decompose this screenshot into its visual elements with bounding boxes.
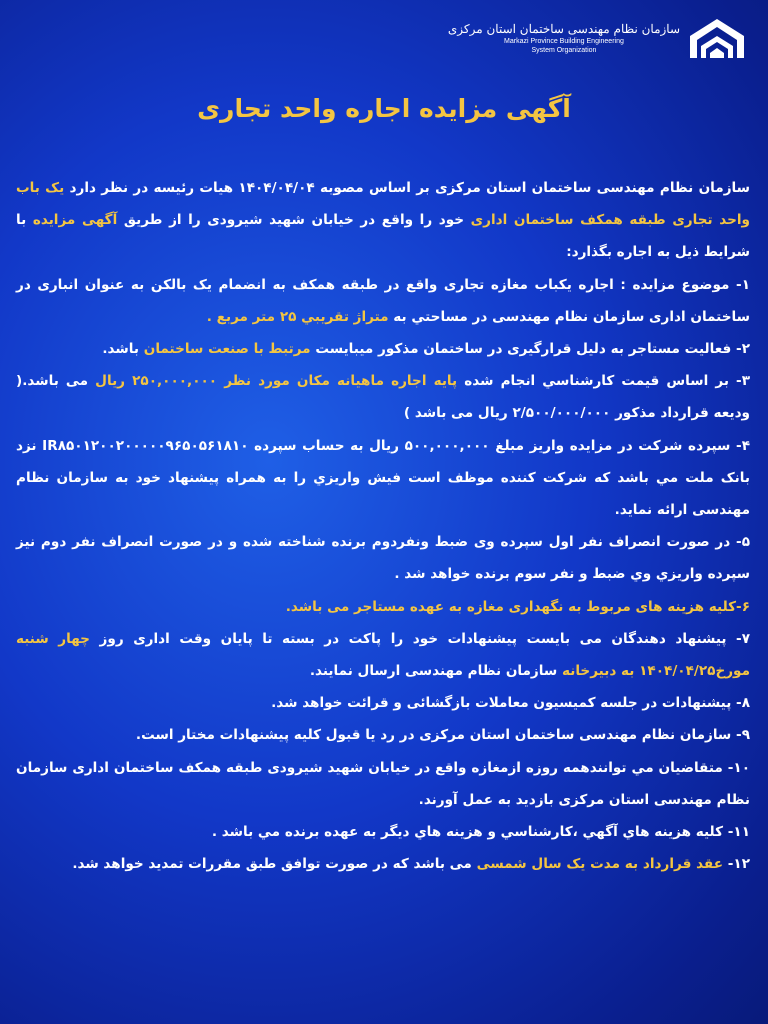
item-3 (16, 365, 750, 429)
item-5: ۵- در صورت انصراف نفر اول سپرده وی ضبط ونفردوم برنده شناخته شده و در صورت انصراف نفر دوم نیز سپرده واریزي وي ضبط و نفر سوم برنده خواهد شد . (16, 534, 750, 583)
item-7 (16, 623, 750, 687)
page-title: آگهی مزایده اجاره واحد تجاری (197, 94, 571, 123)
item-3-text: ۳- بر اساس قیمت کارشناسي انجام شده (457, 373, 751, 390)
intro-paragraph (16, 172, 750, 269)
item-12 (16, 848, 750, 880)
item-2 (16, 333, 750, 365)
item-10: ۱۰- متقاضیان مي توانندهمه روزه ازمغازه واقع در خیابان شهید شیرودی طبقه همکف ساختمان اداری سازمان نظام مهندسی استان مرکزی بازدید به عمل آورند. (16, 759, 750, 808)
item-12-end: می باشد که در صورت توافق طبق مقررات تمدید خواهد شد. (72, 856, 477, 873)
item-9: ۹- سازمان نظام مهندسی ساختمان استان مرکزی در رد یا قبول کلیه پیشنهادات مختار است. (135, 727, 750, 744)
item-12-num: ۱۲- (723, 856, 750, 873)
org-name-fa: سازمان نظام مهندسی ساختمان استان مرکزی (447, 22, 680, 36)
item-4: ۴- سپرده شرکت در مزایده واریز مبلغ ۵۰۰,۰۰۰,۰۰۰ ریال به حساب سپرده IR۸۵۰۱۲۰۰۲۰۰۰۰۰۹۶۵۰۵۶۱۸۱۰ نزد بانک ملت مي باشد که شرکت کننده موظف است فیش واریزي را به همراه پیشنهاد خود به سازمان نظام مهندسی ارائه نماید. (16, 437, 750, 519)
item-6: ۶-کلیه هزینه های مربوط به نگهداری مغازه به عهده مستاجر می باشد. (285, 598, 750, 615)
org-name (448, 21, 680, 55)
org-name-en-1: Markazi Province Building Engineering (504, 38, 624, 45)
item-2-end: باشد. (102, 341, 144, 358)
item-11: ۱۱- کلیه هزینه هاي آگهي ،کارشناسي و هزینه هاي دیگر به عهده برنده مي باشد . (211, 824, 750, 841)
announcement-body (16, 172, 750, 880)
item-1-highlight: متراژ تقریبي ۲۵ متر مربع . (206, 308, 389, 325)
intro-highlight-1: یک باب واحد تجاری طبقه همکف ساختمان اداری (16, 180, 750, 229)
intro-text-3: با شرایط ذیل به اجاره بگذارد: (16, 212, 750, 261)
org-logo (448, 16, 746, 60)
item-7-highlight: چهار شنبه مورخ۱۴۰۴/۰۴/۲۵ به دبیرخانه (16, 630, 750, 680)
item-1-text: ۱- موضوع مزایده : اجاره یکباب مغازه تجاری واقع در طبقه همکف به انضمام یک بالکن به عنوان انباری در ساختمان اداری سازمان نظام مهندسی در مساحتي به (16, 276, 750, 325)
item-8: ۸- پیشنهادات در جلسه کمیسیون معاملات بازگشائی و قرائت خواهد شد. (271, 695, 750, 712)
item-2-text: ۲- فعالیت مستاجر به دلیل قرارگیری در ساختمان مذکور میبایست (310, 341, 750, 358)
org-name-en-2: System Organization (531, 47, 597, 54)
item-1 (16, 269, 750, 333)
item-12-highlight: عقد قرارداد به مدت یک سال شمسی (476, 856, 724, 873)
item-3-highlight: پایه اجاره ماهیانه مکان مورد نظر ۲۵۰,۰۰۰,۰۰۰ ریال (95, 373, 458, 390)
item-7-text: ۷- پیشنهاد دهندگان می بایست پیشنهادات خود را پاکت در بسته تا پایان وقت اداری روز (89, 630, 750, 647)
item-7-end: سازمان نظام مهندسی ارسال نمایند. (309, 663, 562, 680)
item-3-end: می باشد.( ودیعه قرارداد مذکور ۲/۵۰۰/۰۰۰/۰۰۰ ریال می باشد ) (16, 373, 750, 422)
intro-text-2: خود را واقع در خیابان شهید شیرودی را از طریق (117, 212, 471, 229)
building-logo-icon (688, 16, 746, 60)
item-2-highlight: مرتبط با صنعت ساختمان (143, 341, 311, 358)
intro-highlight-2: آگهی مزایده (32, 212, 118, 229)
intro-text-1: سازمان نظام مهندسی ساختمان استان مرکزی بر اساس مصوبه ۱۴۰۴/۰۴/۰۴ هیات رئیسه در نظر دارد (64, 180, 751, 196)
